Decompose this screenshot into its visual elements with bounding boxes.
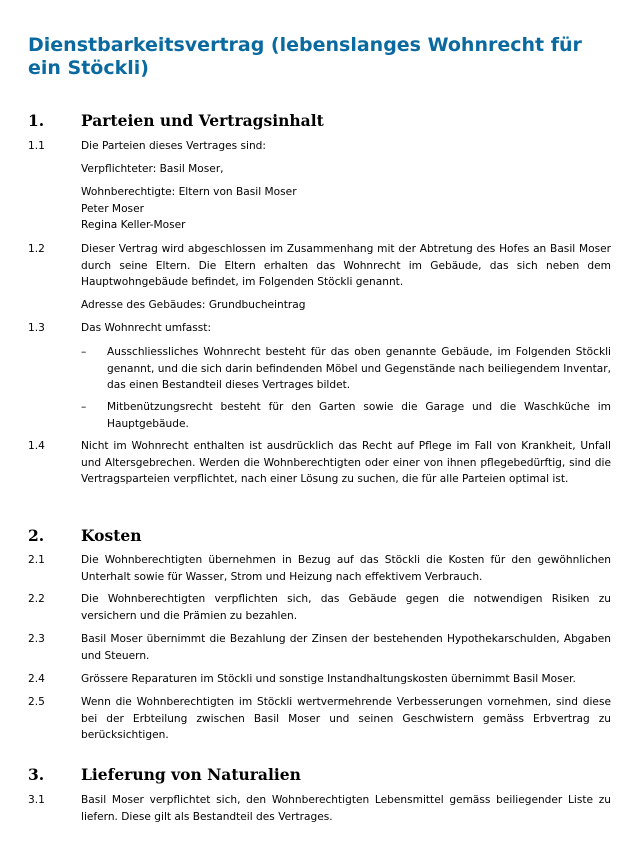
- paragraph: Grössere Reparaturen im Stöckli und sonstige Instandhaltungskosten übernimmt Basil Moser.: [81, 673, 576, 685]
- paragraph: Verpflichteter: Basil Moser,: [81, 163, 224, 175]
- paragraph: Regina Keller-Moser: [81, 219, 186, 231]
- item-number: 1.4: [28, 440, 45, 452]
- item-number: 1.3: [28, 322, 45, 334]
- item-number: 2.1: [28, 554, 45, 566]
- section-number: 1.: [28, 111, 45, 130]
- paragraph: Dieser Vertrag wird abgeschlossen im Zusammenhang mit der Abtretung des Hofes an Basil Moser durch seine Eltern. Die Eltern erhalten das Wohnrecht im Gebäude, das sich neben dem Hauptwohngebäude befindet, im Folgenden Stöckli genannt.: [81, 243, 611, 288]
- section-number: 2.: [28, 526, 45, 545]
- dash-bullet: –: [81, 401, 87, 413]
- paragraph: Die Parteien dieses Vertrages sind:: [81, 140, 266, 152]
- paragraph: Basil Moser übernimmt die Bezahlung der Zinsen der bestehenden Hypothekarschulden, Abgaben und Steuern.: [81, 633, 611, 662]
- paragraph: Peter Moser: [81, 203, 144, 215]
- bullet-text: Mitbenützungsrecht besteht für den Garten sowie die Garage und die Waschküche im Hauptgebäude.: [107, 401, 611, 430]
- item-number: 2.2: [28, 593, 45, 605]
- bullet-text: Ausschliessliches Wohnrecht besteht für das oben genannte Gebäude, im Folgenden Stöckli genannt, und die sich darin befindenden Möbel und Gegenstände nach beiliegendem Inventar, das einen Bestandteil dieses Vertrages bildet.: [107, 346, 611, 391]
- item-number: 2.5: [28, 696, 45, 708]
- paragraph: Die Wohnberechtigten übernehmen in Bezug auf das Stöckli die Kosten für den gewöhnlichen Unterhalt sowie für Wasser, Strom und Heizung nach effektivem Verbrauch.: [81, 554, 611, 583]
- paragraph: Die Wohnberechtigten verpflichten sich, das Gebäude gegen die notwendigen Risiken zu versichern und die Prämien zu bezahlen.: [81, 593, 611, 622]
- paragraph: Basil Moser verpflichtet sich, den Wohnberechtigten Lebensmittel gemäss beiliegender Liste zu liefern. Diese gilt als Bestandteil des Vertrages.: [81, 794, 611, 823]
- paragraph: Wenn die Wohnberechtigten im Stöckli wertvermehrende Verbesserungen vornehmen, sind diese bei der Erbteilung zwischen Basil Moser und seinen Geschwistern gemäss Erbvertrag zu berücksichtigen.: [81, 696, 611, 741]
- document-title: Dienstbarkeitsvertrag (lebenslanges Wohnrecht für ein Stöckli): [28, 34, 582, 79]
- item-number: 3.1: [28, 794, 45, 806]
- paragraph: Das Wohnrecht umfasst:: [81, 322, 212, 334]
- dash-bullet: –: [81, 346, 87, 358]
- paragraph: Wohnberechtigte: Eltern von Basil Moser: [81, 186, 297, 198]
- item-number: 2.4: [28, 673, 45, 685]
- item-number: 1.1: [28, 140, 45, 152]
- section-heading: Kosten: [81, 526, 142, 545]
- paragraph: Nicht im Wohnrecht enthalten ist ausdrücklich das Recht auf Pflege im Fall von Krankheit, Unfall und Altersgebrechen. Werden die Wohnberechtigten oder einer von ihnen pflegebedürftig, sind die Vertragsparteien verpflichtet, nach einer Lösung zu suchen, die für alle Parteien optimal ist.: [81, 440, 611, 485]
- section-number: 3.: [28, 765, 45, 784]
- item-number: 1.2: [28, 243, 45, 255]
- section-heading: Lieferung von Naturalien: [81, 765, 301, 784]
- item-number: 2.3: [28, 633, 45, 645]
- section-heading: Parteien und Vertragsinhalt: [81, 111, 324, 130]
- paragraph: Adresse des Gebäudes: Grundbucheintrag: [81, 299, 306, 311]
